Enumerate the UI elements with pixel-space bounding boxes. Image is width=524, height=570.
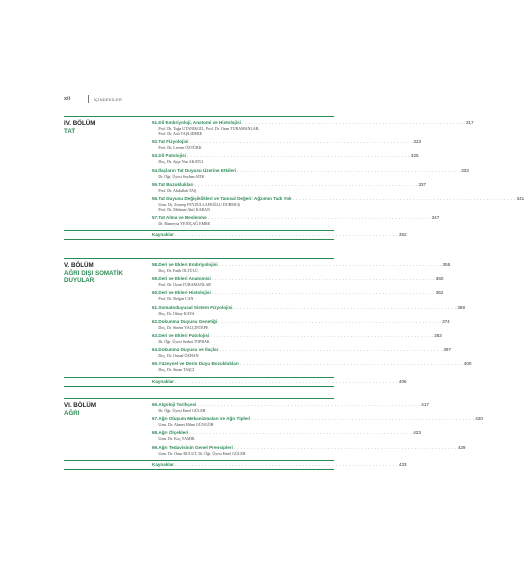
chapter-title: Dokunma Duyusu ve İlaçlar (158, 347, 219, 353)
chapter-page: 360 (435, 276, 444, 282)
chapter-number: 64. (152, 347, 159, 353)
references-rule (64, 230, 334, 231)
chapter-entry[interactable] (152, 167, 469, 179)
chapter-body (158, 305, 465, 316)
chapter-authors: Uzm. Dr. Koç YAMIK (158, 436, 195, 442)
chapter-body (158, 333, 441, 344)
chapter-body (158, 168, 468, 179)
chapter-title: Yüzeysel ve Derin Duyu Bozuklukları (158, 361, 239, 367)
chapter-number: 66. (152, 402, 159, 407)
chapter-list (152, 262, 472, 376)
chapter-entry[interactable] (152, 332, 442, 344)
chapter-line (158, 361, 471, 367)
references-page: 406 (398, 379, 407, 384)
chapter-number: 58. (152, 262, 159, 267)
chapter-body (158, 347, 451, 358)
chapter-number: 62. (152, 318, 159, 324)
section-title (64, 120, 142, 135)
chapter-number: 65. (152, 361, 159, 367)
chapter-number: 63. (152, 332, 159, 338)
leader-dots: . . . . . . . . . . . . . . . . . . . . . . . . . . . . . . . . . . . . . . . . . . . . . . . . . . . . . . . . . . . . . . . . . . . (189, 430, 413, 436)
chapter-entry[interactable] (152, 120, 474, 136)
chapter-entry[interactable] (152, 276, 444, 288)
chapter-entry[interactable] (152, 304, 466, 316)
leader-dots: . . . . . . . . . . . . . . . . . . . . . . . . . . . . . . . . . . . . . . . . . . . . . . . . . . . . . . . . . . . . . . . . . . . (189, 139, 413, 145)
chapter-body (158, 139, 421, 150)
chapter-page: 417 (421, 402, 429, 407)
chapter-page: 429 (457, 444, 466, 450)
chapter-authors: Prof. Dr. Levent ÖZTÜRK (158, 145, 202, 151)
leader-dots: . . . . . . . . . . . . . . . . . . . . . . . . . . . . . . . . . . . . . . . . . . . . . . . . . . . . . . . . . . . . . . . . . . . (207, 215, 431, 221)
chapter-title: Somatoduyusal Sistem Fizyolojisi (158, 304, 233, 310)
chapter-line (158, 445, 465, 451)
chapter-line (158, 262, 450, 268)
chapter-list (152, 402, 483, 459)
chapter-number: 68. (152, 430, 159, 436)
chapter-page: 337 (418, 181, 427, 187)
chapter-body (158, 319, 449, 330)
references-bottom-rule (64, 239, 334, 240)
chapter-page: 347 (431, 215, 440, 221)
references-rule (64, 377, 334, 378)
section-name: AĞRI (64, 409, 80, 417)
references-title: Kaynaklar (152, 379, 174, 384)
chapter-entry[interactable] (152, 318, 450, 330)
chapter-entry[interactable] (152, 347, 452, 359)
chapter-page: 355 (442, 262, 451, 267)
section-title (64, 402, 142, 417)
chapter-authors: Doç. Dr. Sinem YALÇINTEPE (158, 324, 209, 330)
chapter-authors: Dr. Öğr. Üyesi Seyhan ATIK (158, 173, 205, 179)
chapter-authors: Prof. Dr. Ozan TURAMANLAR (158, 282, 211, 288)
leader-dots: . . . . . . . . . . . . . . . . . . . . . . . . . . . . . . . . . . . . . . . . . . . . . . . . . . . . . . . . . . . . . . . . . . . (237, 167, 461, 173)
chapter-entry[interactable] (152, 215, 440, 227)
chapter-authors: Uzm. Dr. Zeynep FEYZULLAHOĞLU DURMUŞ (158, 201, 240, 207)
header-title: İÇİNDEKİLER (93, 96, 123, 102)
chapter-page: 374 (442, 318, 450, 324)
references-entry[interactable] (152, 379, 407, 385)
chapter-number: 56. (152, 195, 159, 201)
chapter-body (158, 153, 418, 164)
leader-dots: . . . . . . . . . . . . . . . . . . . . . . . . . . . . . . . . . . . . . . . . . . . . . . . . . . . . . . . . . . . . . . . . . . . (219, 347, 443, 353)
chapter-line (158, 182, 426, 188)
chapter-body (158, 215, 439, 226)
chapter-title: İlaçların Tat Duyusu Üzerine Etkileri (158, 167, 237, 173)
leader-dots: . . . . . . . . . . . . . . . . . . . . . . . . . . . . . . . . . . . . . . . . . . . . . . . . . . . . . . . . . . . . . . . . . . . (218, 262, 442, 267)
chapter-title: Deri ve Ekleri Anatomisi (158, 276, 211, 282)
chapter-line (158, 168, 468, 174)
chapter-line (158, 319, 449, 325)
chapter-authors: Doç. Dr. Fatih ÖLTÜLÜ (158, 268, 198, 273)
references-entry[interactable] (152, 232, 407, 238)
chapter-page: 325 (410, 153, 419, 159)
chapter-entry[interactable] (152, 290, 444, 302)
chapter-entry[interactable] (152, 430, 421, 442)
chapter-authors: Doç. Dr. Ayşe Nur AKATLI (158, 159, 204, 165)
chapter-entry[interactable] (152, 402, 429, 413)
leader-dots: . . . . . . . . . . . . . . . . . . . . . . . . . . . . . . . . . . . . . . . . . . . . . . . . . . . . . . . . . . . . . . . . . . . (241, 120, 465, 125)
chapter-title: Ağrı Ölçekleri (158, 430, 189, 436)
page-header (64, 94, 122, 104)
chapter-authors: Prof. Dr. Belgin CAN (158, 296, 194, 302)
chapter-title: Dil Embriyoloji, Anatomi ve Histolojisi (158, 120, 241, 125)
chapter-page: 341 (516, 195, 524, 201)
leader-dots: . . . . . . . . . . . . . . . . . . . . . . . . . . . . . . . . . . . . . . . . . . . . . . . . . . . . . . . . . . . . . . . . . . . (233, 444, 457, 450)
chapter-title: Ağrı Tedavisinin Genel Prensipleri (158, 444, 233, 450)
chapter-title: Ağrı Oluşum Mekanizmaları ve Ağrı Tipleri (158, 416, 251, 422)
leader-dots: . . . . . . . . . . . . . . . . . . . . . . . . . . . . . . . . . . . . . . . . . . . . . . . . . . . . . . . . . . . . . . . . . . . (194, 181, 418, 187)
leader-dots: . . . . . . . . . . . . . . . . . . . . . . . . . . . . . . . . . . . . . . . . . . . . . . . . . . . . . . . . . . . . . . . . . . . (210, 332, 434, 338)
leader-dots: . . . . . . . . . . . . . . . . . . . . . . . . . . . . . . . . . . . . . . . . . . . . . . . . . . . . . . . . . . . . . . . . . . . (174, 462, 398, 467)
section-number: VI. BÖLÜM (64, 402, 96, 409)
chapter-authors: Doç. Dr. Osmal ÖZHAN (158, 353, 199, 359)
chapter-line (158, 430, 421, 436)
chapter-entry[interactable] (152, 195, 524, 212)
chapter-authors: Dr. Öğr. Üyesi Serhat TOPRAK (158, 338, 210, 344)
leader-dots: . . . . . . . . . . . . . . . . . . . . . . . . . . . . . . . . . . . . . . . . . . . . . . . . . . . . . . . . . . . . . . . . . . . (218, 318, 442, 324)
chapter-authors: Uzm. Dr. Onur BULUT, Dr. Öğr. Üyesi Emel GÜLER (158, 450, 246, 456)
header-divider (88, 95, 89, 103)
chapter-number: 54. (152, 167, 159, 173)
section-name: TAT (64, 127, 76, 135)
leader-dots: . . . . . . . . . . . . . . . . . . . . . . . . . . . . . . . . . . . . . . . . . . . . . . . . . . . . . . . . . . . . . . . . . . . (251, 416, 475, 422)
chapter-number: 55. (152, 181, 159, 187)
chapter-page: 400 (463, 361, 472, 367)
chapter-number: 53. (152, 153, 159, 159)
chapter-page: 333 (461, 167, 469, 173)
leader-dots: . . . . . . . . . . . . . . . . . . . . . . . . . . . . . . . . . . . . . . . . . . . . . . . . . . . . . . . . . . . . . . . . . . . (211, 276, 435, 282)
chapter-page: 397 (443, 347, 452, 353)
chapter-body (158, 361, 471, 372)
chapter-entry[interactable] (152, 361, 472, 373)
chapter-body (158, 416, 483, 427)
chapter-number: 52. (152, 139, 159, 145)
section-number: V. BÖLÜM (64, 262, 94, 269)
chapter-entry[interactable] (152, 444, 466, 456)
chapter-authors: Prof. Dr. Abdullah TAŞ (158, 187, 197, 193)
references-entry[interactable] (152, 462, 407, 468)
chapter-line (158, 347, 451, 353)
section-name: AĞRI DIŞI SOMATİK (64, 269, 124, 277)
chapter-page: 423 (413, 430, 421, 436)
chapter-title: Dil Patolojisi (158, 153, 186, 159)
chapter-list (152, 120, 524, 229)
chapter-authors: Uzm. Dr. Ahmet Hilmi GÜNGÖR (158, 422, 214, 428)
page-number: xii (64, 96, 71, 102)
chapter-title: Algoloji Tarihçesi (158, 402, 197, 407)
chapter-title: Tat Duyusu Değişiklikleri ve Tanısal Değeri: Ağzımın Tadı Yok (158, 195, 292, 201)
chapter-entry[interactable] (152, 139, 422, 151)
section-number: IV. BÖLÜM (64, 120, 96, 127)
chapter-authors: Dr. Rümeysa YENİÇAĞ EMRE (158, 221, 211, 227)
chapter-title: Tat Fizyolojisi (158, 139, 189, 145)
chapter-entry[interactable] (152, 262, 451, 273)
chapter-body (158, 262, 450, 273)
leader-dots: . . . . . . . . . . . . . . . . . . . . . . . . . . . . . . . . . . . . . . . . . . . . . . . . . . . . . . . . . . . . . . . . . . . (174, 379, 398, 384)
chapter-body (158, 196, 524, 212)
leader-dots: . . . . . . . . . . . . . . . . . . . . . . . . . . . . . . . . . . . . . . . . . . . . . . . . . . . . . . . . . . . . . . . . . . . (292, 195, 516, 201)
section-rule (64, 258, 334, 259)
chapter-number: 51. (152, 120, 159, 125)
chapter-authors: Dr. Öğr. Üyesi Emel GÜLER (158, 408, 206, 413)
leader-dots: . . . . . . . . . . . . . . . . . . . . . . . . . . . . . . . . . . . . . . . . . . . . . . . . . . . . . . . . . . . . . . . . . . . (197, 402, 421, 407)
leader-dots: . . . . . . . . . . . . . . . . . . . . . . . . . . . . . . . . . . . . . . . . . . . . . . . . . . . . . . . . . . . . . . . . . . . (239, 361, 463, 367)
chapter-authors: Doç. Dr. Sinan TAŞÇI (158, 367, 195, 373)
chapter-page: 369 (457, 304, 466, 310)
chapter-page: 362 (435, 290, 444, 296)
chapter-number: 61. (152, 304, 159, 310)
chapter-title: Dokunma Duyusu Genetiği (158, 318, 218, 324)
chapter-number: 60. (152, 290, 159, 296)
chapter-line (158, 305, 465, 311)
chapter-title: Deri ve Ekleri Histolojisi (158, 290, 211, 296)
chapter-authors: Prof. Dr. Tuğa UTANIKGİL, Prof. Dr. Ozan TURAMANLAR, (158, 126, 260, 131)
chapter-page: 317 (465, 120, 474, 125)
references-page: 352 (398, 232, 407, 237)
chapter-body (158, 182, 426, 193)
section-rule (64, 398, 334, 399)
chapter-authors: Prof. Dr. Aslı TAŞLIDERE (158, 131, 203, 136)
leader-dots: . . . . . . . . . . . . . . . . . . . . . . . . . . . . . . . . . . . . . . . . . . . . . . . . . . . . . . . . . . . . . . . . . . . (174, 232, 398, 237)
section-title (64, 262, 142, 285)
leader-dots: . . . . . . . . . . . . . . . . . . . . . . . . . . . . . . . . . . . . . . . . . . . . . . . . . . . . . . . . . . . . . . . . . . . (211, 290, 435, 296)
references-rule (64, 460, 334, 461)
references-page: 433 (398, 462, 407, 467)
chapter-title: Tat Alma ve Beslenme (158, 215, 207, 221)
chapter-authors: Prof. Dr. Mehmet Akif KARAN (158, 206, 210, 212)
chapter-body (158, 120, 473, 136)
chapter-body (158, 290, 443, 301)
chapter-body (158, 445, 465, 456)
chapter-entry[interactable] (152, 153, 419, 165)
chapter-title: Deri ve Ekleri Patolojisi (158, 332, 210, 338)
chapter-line (158, 290, 443, 296)
references-bottom-rule (64, 386, 334, 387)
chapter-entry[interactable] (152, 416, 483, 428)
section-name-cont: DUYULAR (64, 277, 95, 284)
chapter-number: 57. (152, 215, 159, 221)
chapter-page: 383 (434, 332, 442, 338)
chapter-page: 420 (475, 416, 483, 422)
leader-dots: . . . . . . . . . . . . . . . . . . . . . . . . . . . . . . . . . . . . . . . . . . . . . . . . . . . . . . . . . . . . . . . . . . . (186, 153, 410, 159)
chapter-page: 323 (413, 139, 422, 145)
chapter-body (158, 430, 421, 441)
chapter-body (158, 402, 429, 413)
chapter-title: Deri ve Ekleri Embriyolojisi (158, 262, 218, 267)
chapter-authors: Doç. Dr. Oktay KAYA (158, 310, 195, 316)
chapter-number: 69. (152, 444, 159, 450)
references-title: Kaynaklar (152, 232, 174, 237)
section-rule (64, 116, 334, 117)
chapter-number: 67. (152, 416, 159, 422)
leader-dots: . . . . . . . . . . . . . . . . . . . . . . . . . . . . . . . . . . . . . . . . . . . . . . . . . . . . . . . . . . . . . . . . . . . (233, 304, 457, 310)
references-title: Kaynaklar (152, 462, 174, 467)
chapter-entry[interactable] (152, 181, 427, 193)
chapter-number: 59. (152, 276, 159, 282)
chapter-body (158, 276, 443, 287)
chapter-title: Tat Bozuklukları (158, 181, 194, 187)
references-bottom-rule (64, 469, 334, 470)
